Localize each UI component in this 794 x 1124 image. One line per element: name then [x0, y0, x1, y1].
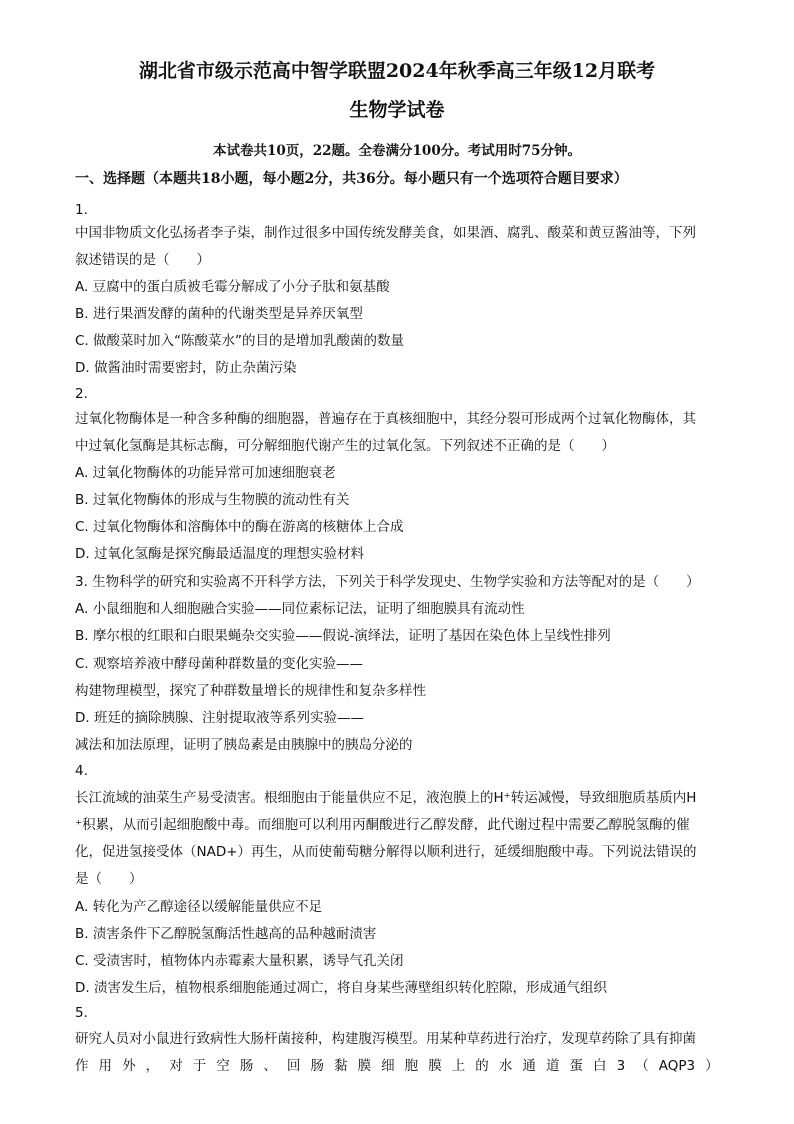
question-4-option-a: A. 转化为产乙醇途径以缓解能量供应不足	[75, 899, 323, 915]
glyph: （	[635, 1058, 649, 1074]
question-4-stem-line: ⁺积累，从而引起细胞酸中毒。而细胞可以利用丙酮酸进行乙醇发酵，此代谢过程中需要乙醇脱氢酶的催	[75, 817, 690, 833]
question-3-option-c-cont: 构建物理模型，探究了种群数量增长的规律性和复杂多样性	[75, 683, 426, 699]
glyph: 对	[169, 1058, 183, 1074]
glyph: 作	[75, 1058, 89, 1074]
glyph: 、	[263, 1058, 277, 1074]
question-3-option-b: B. 摩尔根的红眼和白眼果蝇杂交实验——假说-演绎法，证明了基因在染色体上呈线性排列	[75, 628, 611, 644]
glyph: 蛋	[569, 1058, 583, 1074]
question-2-option-b: B. 过氧化物酶体的形成与生物膜的流动性有关	[75, 492, 350, 508]
question-5-number: 5.	[75, 1005, 88, 1021]
glyph: 胞	[404, 1058, 419, 1074]
exam-subtitle: 生物学试卷	[349, 99, 445, 121]
exam-info: 本试卷共10页，22题。全卷满分100分。考试用时75分钟。	[212, 143, 582, 159]
glyph: 道	[545, 1058, 560, 1074]
question-3-option-d-cont: 减法和加法原理，证明了胰岛素是由胰腺中的胰岛分泌的	[75, 737, 413, 753]
glyph: 回	[286, 1058, 301, 1074]
question-4-number: 4.	[75, 763, 88, 779]
question-1-option-a: A. 豆腐中的蛋白质被毛霉分解成了小分子肽和氨基酸	[75, 279, 390, 295]
question-4-stem-line: 化，促进氢接受体（NAD+）再生，从而使葡萄糖分解得以顺利进行，延缓细胞酸中毒。下列说法错误的	[75, 844, 697, 860]
question-1-option-b: B. 进行果酒发酵的菌种的代谢类型是异养厌氧型	[75, 306, 363, 322]
glyph: 细	[381, 1058, 395, 1074]
question-3-option-a: A. 小鼠细胞和人细胞融合实验——同位素标记法，证明了细胞膜具有流动性	[75, 601, 525, 617]
question-5-stem-line: 研究人员对小鼠进行致病性大肠杆菌接种，构建腹泻模型。用某种草药进行治疗，发现草药除了具有抑菌	[75, 1031, 696, 1047]
question-2-option-a: A. 过氧化物酶体的功能异常可加速细胞衰老	[75, 465, 336, 481]
section-heading: 一、选择题（本题共18小题，每小题2分，共36分。每小题只有一个选项符合题目要求）	[75, 171, 628, 187]
question-2-number: 2.	[75, 386, 88, 402]
question-2-stem-line: 中过氧化氢酶是其标志酶，可分解细胞代谢产生的过氧化氢。下列叙述不正确的是（ ）	[75, 438, 615, 454]
question-4-option-b: B. 渍害条件下乙醇脱氢酶活性越高的品种越耐渍害	[75, 926, 377, 942]
glyph: 3	[616, 1058, 626, 1074]
question-5-justified-line	[75, 1057, 719, 1075]
exam-title: 湖北省市级示范高中智学联盟2024年秋季高三年级12月联考	[138, 60, 656, 82]
question-4-stem-line: 是（ ）	[75, 871, 143, 887]
question-2-option-d: D. 过氧化氢酶是探究酶最适温度的理想实验材料	[75, 546, 364, 562]
question-1-option-d: D. 做酱油时需要密封，防止杂菌污染	[75, 360, 297, 376]
glyph: ，	[145, 1058, 160, 1074]
glyph: 通	[522, 1058, 536, 1074]
glyph: 上	[451, 1058, 466, 1074]
glyph: ）	[705, 1058, 719, 1074]
question-2-option-c: C. 过氧化物酶体和溶酶体中的酶在游离的核糖体上合成	[75, 519, 404, 535]
question-3-option-d: D. 班廷的摘除胰腺、注射提取液等系列实验——	[75, 710, 364, 726]
question-4-option-d: D. 渍害发生后，植物根系细胞能通过凋亡，将自身某些薄壁组织转化腔隙，形成通气组织	[75, 980, 607, 996]
glyph: 外	[122, 1058, 136, 1074]
glyph: 白	[593, 1058, 607, 1074]
question-4-option-c: C. 受渍害时，植物体内赤霉素大量积累，诱导气孔关闭	[75, 953, 404, 969]
glyph: AQP3	[658, 1058, 696, 1074]
glyph: 用	[98, 1058, 113, 1074]
glyph: 于	[192, 1058, 207, 1074]
glyph: 水	[498, 1058, 513, 1074]
question-2-stem-line: 过氧化物酶体是一种含多种酶的细胞器，普遍存在于真核细胞中，其经分裂可形成两个过氧化物酶体，其	[75, 411, 696, 427]
question-4-stem-line: 长江流域的油菜生产易受渍害。根细胞由于能量供应不足，液泡膜上的H⁺转运减慢，导致细胞质基质内H	[75, 790, 697, 806]
glyph: 肠	[310, 1058, 324, 1074]
glyph: 黏	[334, 1058, 348, 1074]
question-1-option-c: C. 做酸菜时加入“陈酸菜水”的目的是增加乳酸菌的数量	[75, 333, 404, 349]
glyph: 膜	[357, 1058, 372, 1074]
glyph: 膜	[428, 1058, 442, 1074]
glyph: 的	[475, 1058, 489, 1074]
question-1-number: 1.	[75, 202, 88, 218]
question-3-option-c: C. 观察培养液中酵母菌种群数量的变化实验——	[75, 656, 364, 672]
question-3-stem-line: 3. 生物科学的研究和实验离不开科学方法，下列关于科学发现史、生物学实验和方法等配对的是（ ）	[75, 574, 700, 590]
glyph: 空	[216, 1058, 230, 1074]
glyph: 肠	[239, 1058, 254, 1074]
question-1-stem-line: 中国非物质文化弘扬者李子柒，制作过很多中国传统发酵美食，如果酒、腐乳、酸菜和黄豆酱油等，下列	[75, 225, 696, 241]
question-1-stem-line: 叙述错误的是（ ）	[75, 252, 210, 268]
